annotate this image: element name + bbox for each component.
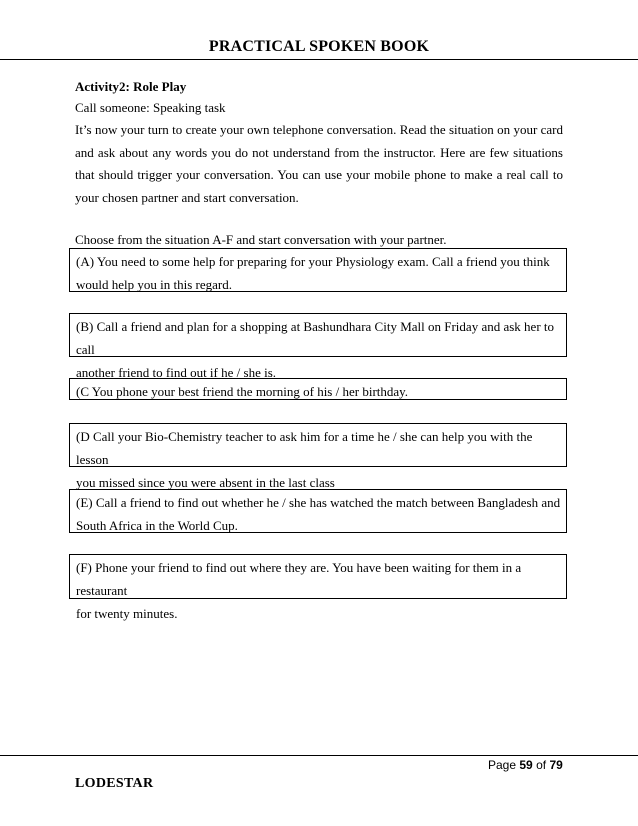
situation-f-line1: (F) Phone your friend to find out where they are. You have been waiting for them in a restaurant: [76, 560, 522, 598]
page-label: Page: [488, 758, 517, 772]
situation-a-line2: would help you in this regard.: [76, 277, 232, 292]
footer-divider: [0, 755, 638, 756]
situation-d-line1: (D Call your Bio-Chemistry teacher to ask him for a time he / she can help you with the lesson: [76, 429, 533, 467]
situation-box-a: [69, 248, 567, 292]
page-of: of: [536, 758, 547, 772]
activity-instruction: Choose from the situation A-F and start conversation with your partner.: [75, 232, 447, 248]
situation-e-line2: South Africa in the World Cup.: [76, 518, 238, 533]
situation-e-line1: (E) Call a friend to find out whether he / she has watched the match between Bangladesh and: [76, 495, 561, 510]
activity-intro: It’s now your turn to create your own telephone conversation. Read the situation on your card and ask about any words you do not understand from the instructor. Here are few situations that should trigger your conversation. You can use your mobile phone to make a real call to your chosen partner and start conversation.: [75, 122, 563, 205]
page-header-title: PRACTICAL SPOKEN BOOK: [208, 38, 430, 55]
activity-title: Activity2: Role Play: [75, 79, 187, 94]
page-number: [488, 758, 563, 772]
situation-box-d: [69, 423, 567, 490]
situation-box-c: [69, 378, 567, 400]
situation-b-line2: another friend to find out if he / she is.: [76, 365, 277, 380]
footer-brand: LODESTAR: [75, 776, 154, 791]
situation-box-f: [69, 554, 567, 621]
situation-b-line1: (B) Call a friend and plan for a shopping at Bashundhara City Mall on Friday and ask her to call: [76, 319, 555, 357]
situation-c-line1: (C You phone your best friend the morning of his / her birthday.: [76, 384, 409, 399]
situation-a-line1: (A) You need to some help for preparing for your Physiology exam. Call a friend you think: [76, 254, 550, 269]
situation-box-b: [69, 313, 567, 380]
header-divider: [0, 59, 638, 60]
activity-section: [75, 76, 563, 251]
situation-box-e: [69, 489, 567, 533]
page-total: 79: [549, 758, 563, 772]
situation-d-line2: you missed since you were absent in the last class: [76, 475, 335, 490]
activity-subtitle: Call someone: Speaking task: [75, 100, 226, 115]
page-current: 59: [519, 758, 533, 772]
situation-f-line2: for twenty minutes.: [76, 606, 178, 621]
